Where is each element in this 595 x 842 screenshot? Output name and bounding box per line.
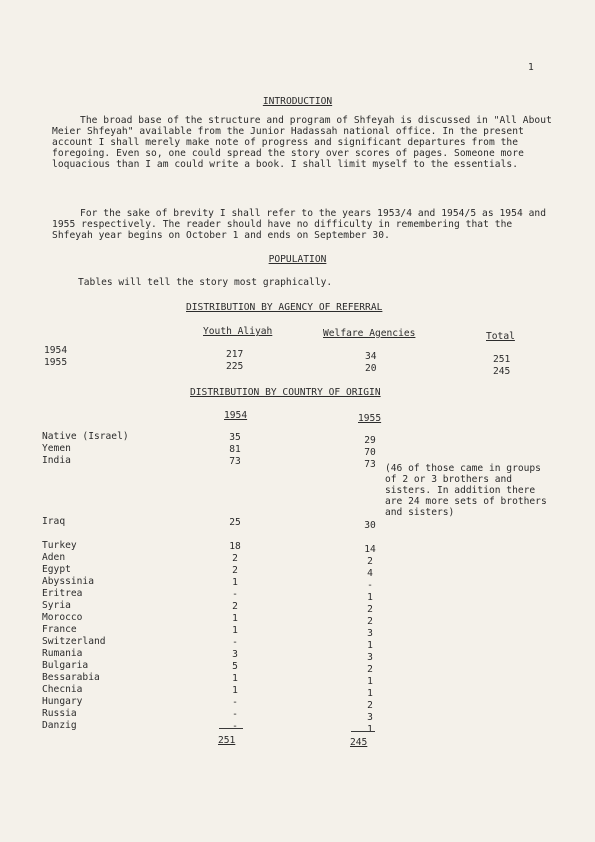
origin-country: Russia [42, 708, 77, 719]
origin-value-1954: 2 [232, 601, 238, 612]
origin-value-1955: 2 [367, 556, 373, 567]
origin-country: Syria [42, 600, 71, 611]
origin-value-1954: 73 [229, 456, 241, 467]
origin-value-1954: 2 [232, 565, 238, 576]
referral-total-value: 245 [493, 366, 511, 377]
referral-header-youth-aliyah: Youth Aliyah [203, 326, 273, 337]
origin-value-1954: - [232, 697, 238, 708]
origin-value-1954: - [232, 709, 238, 720]
referral-header-total: Total [486, 331, 515, 342]
brevity-paragraph: For the sake of brevity I shall refer to the years 1953/4 and 1954/5 as 1954 and 1955 respectively. The reader should have no difficulty in remembering that the Shfeyah year begins on October 1 and ends on September 30. [52, 208, 547, 241]
origin-value-1955: 1 [367, 640, 373, 651]
origin-value-1955: 1 [367, 592, 373, 603]
origin-country: Eritrea [42, 588, 83, 599]
origin-value-1954: 81 [229, 444, 241, 455]
referral-header-welfare-agencies: Welfare Agencies [323, 328, 416, 339]
referral-total-value: 251 [493, 354, 511, 365]
origin-value-1954: 5 [232, 661, 238, 672]
origin-value-1955: 70 [364, 447, 376, 458]
origin-value-1954: 35 [229, 432, 241, 443]
origin-value-1954: 18 [229, 541, 241, 552]
origin-value-1955: 4 [367, 568, 373, 579]
origin-total-1954: 251 [218, 735, 236, 746]
origin-value-1955: 1 [367, 676, 373, 687]
origin-value-1954: 1 [232, 613, 238, 624]
page-number: 1 [528, 62, 534, 73]
origin-country: Bessarabia [42, 672, 100, 683]
origin-value-1954: 1 [232, 625, 238, 636]
origin-value-1955: 30 [364, 520, 376, 531]
origin-value-1955: 2 [367, 616, 373, 627]
origin-country: Egypt [42, 564, 71, 575]
origin-value-1954: - [232, 589, 238, 600]
origin-total-1955: 245 [350, 737, 368, 748]
origin-country: Abyssinia [42, 576, 94, 587]
origin-value-1954: 1 [232, 673, 238, 684]
referral-welfare-value: 34 [365, 351, 377, 362]
origin-value-1955: - [367, 580, 373, 591]
origin-value-1954: 25 [229, 517, 241, 528]
origin-value-1955: 1 [367, 688, 373, 699]
heading-introduction: INTRODUCTION [262, 96, 333, 107]
origin-value-1955: 29 [364, 435, 376, 446]
origin-value-1954: 1 [232, 685, 238, 696]
origin-country: Checnia [42, 684, 83, 695]
origin-value-1954: - [232, 637, 238, 648]
origin-country: France [42, 624, 77, 635]
origin-value-1954: 3 [232, 649, 238, 660]
tables-intro-line: Tables will tell the story most graphically. [78, 277, 333, 288]
origin-country: Switzerland [42, 636, 106, 647]
origin-country: Bulgaria [42, 660, 89, 671]
origin-value-1954: 2 [232, 553, 238, 564]
referral-welfare-value: 20 [365, 363, 377, 374]
origin-value-1954: - [232, 721, 238, 732]
origin-country: Aden [42, 552, 66, 563]
referral-year: 1954 [44, 345, 68, 356]
origin-value-1955: 2 [367, 700, 373, 711]
origin-header-1954: 1954 [224, 410, 248, 421]
origin-country: India [42, 455, 71, 466]
india-note: (46 of those came in groups of 2 or 3 brothers and sisters. In addition there are 24 more sets of brothers and sisters) [385, 463, 547, 518]
origin-value-1955: 73 [364, 459, 376, 470]
origin-value-1955: 1 [367, 724, 373, 735]
origin-value-1954: 1 [232, 577, 238, 588]
origin-header-1955: 1955 [358, 413, 382, 424]
origin-country: Turkey [42, 540, 77, 551]
origin-country: Rumania [42, 648, 83, 659]
origin-value-1955: 2 [367, 664, 373, 675]
origin-country: Hungary [42, 696, 83, 707]
origin-country: Iraq [42, 516, 66, 527]
origin-value-1955: 3 [367, 628, 373, 639]
origin-value-1955: 3 [367, 652, 373, 663]
total-rule-1954 [219, 728, 243, 729]
origin-country: Morocco [42, 612, 83, 623]
origin-country: Danzig [42, 720, 77, 731]
origin-value-1955: 2 [367, 604, 373, 615]
total-rule-1955 [351, 731, 375, 732]
intro-paragraph: The broad base of the structure and program of Shfeyah is discussed in "All About Meier Shfeyah" available from the Junior Hadassah national office. In the present account I shall merely make note of progress and significant departures from the foregoing. Even so, one could spread the story over scores of pages. Someone more loquacious than I am could write a book. I shall limit myself to the essentials. [52, 115, 552, 170]
referral-table-title: DISTRIBUTION BY AGENCY OF REFERRAL [186, 302, 383, 313]
referral-youth-value: 217 [226, 349, 244, 360]
origin-country: Native (Israel) [42, 431, 129, 442]
referral-year: 1955 [44, 357, 68, 368]
origin-value-1955: 3 [367, 712, 373, 723]
heading-population: POPULATION [268, 254, 327, 265]
origin-country: Yemen [42, 443, 71, 454]
referral-youth-value: 225 [226, 361, 244, 372]
origin-value-1955: 14 [364, 544, 376, 555]
origin-table-title: DISTRIBUTION BY COUNTRY OF ORIGIN [190, 387, 381, 398]
